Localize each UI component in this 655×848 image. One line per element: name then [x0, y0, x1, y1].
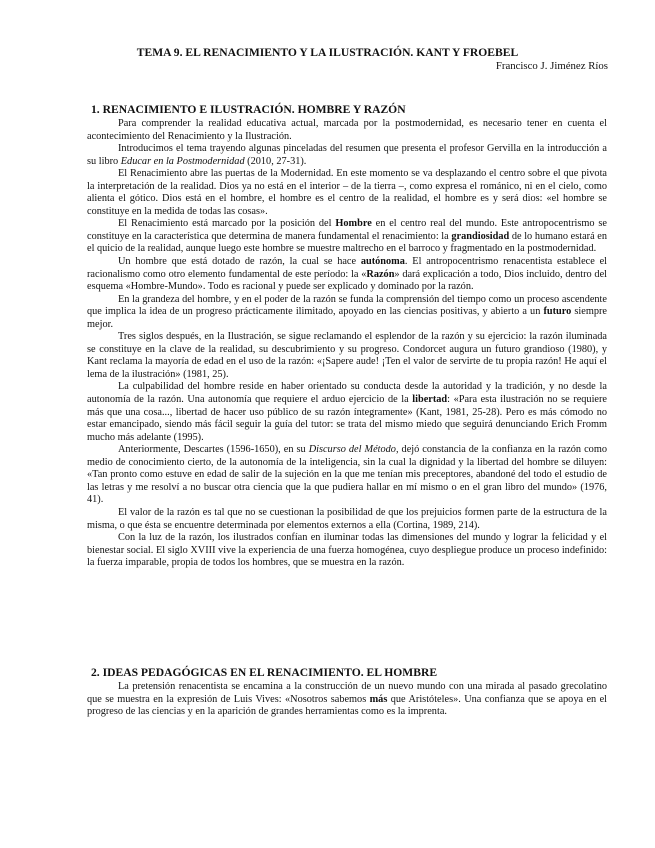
document-title: TEMA 9. EL RENACIMIENTO Y LA ILUSTRACIÓN. KANT Y FROEBEL — [136, 46, 519, 59]
text-run: (2010, 27-31). — [244, 155, 307, 167]
section-heading: 1. RENACIMIENTO E ILUSTRACIÓN. HOMBRE Y RAZÓN — [91, 103, 406, 116]
text-run: En la grandeza del hombre, y en el poder de la razón se funda la comprensión del tiempo como un proceso ascendente que implica la idea de un progreso prácticamente ilimitado, apoyado en las ciencias positivas, y abierto a un — [87, 293, 607, 318]
text-run: Anteriormente, Descartes (1596-1650), en su — [118, 444, 309, 456]
text-run: La culpabilidad del hombre reside en haber orientado su conducta desde la autoridad y la tradición, y no desde la autonomía de la razón. Una autonomía que requiere el arduo ejercicio de la — [87, 381, 607, 406]
book-title: Educar en la Postmodernidad — [120, 155, 245, 167]
paragraph: El valor de la razón es tal que no se cuestionan la posibilidad de que los prejuicios formen parte de la estructura de la misma, o que ésta se encuentre determinada por elementos externos a ella (Cortina, 1989, 214). — [87, 506, 607, 531]
paragraph — [87, 143, 607, 168]
text-run: siempre mejor. — [87, 306, 607, 330]
section-heading: 2. IDEAS PEDAGÓGICAS EN EL RENACIMIENTO. EL HOMBRE — [91, 666, 438, 679]
text-run: . El antropocentrismo renacentista establece el racionalismo como otro elemento fundamental de este período: la « — [87, 256, 608, 280]
author-name: Francisco J. Jiménez Ríos — [495, 60, 608, 72]
text-run: El Renacimiento está marcado por la posición del — [118, 218, 336, 230]
emphasis: grandiosidad — [451, 230, 510, 242]
paragraph: Tres siglos después, en la Ilustración, se sigue reclamando el esplendor de la razón y su ejercicio: la razón iluminada se constituye en la clave de la realidad, su descubrimiento y su progreso. Condorcet augura un futuro grandioso (1980), y Kant reclama la mayoría de edad en el uso de la razón: «¡Sapere aude! ¡Ten el valor de servirte de tu propia razón! He aquí el lema de la ilustración» (1981, 25). — [87, 331, 607, 380]
text-run: dejó constancia de la confianza en la razón como medio de conocimiento cierto, de la autonomía de la inteligencia, sin la cual la dignidad y la libertad del hombre se diluyen: «Tan pronto como estuve en edad de salir de la sujeción en la que me tenían mis preceptores, abandoné del todo el estudio de las letras y me resolví a no buscar otra ciencia que la que pudiera hallar en mí mismo o en el gran libro del mundo» (1976, 41). — [87, 444, 607, 506]
section-ideas-pedagogicas — [87, 666, 607, 719]
emphasis: futuro — [543, 306, 572, 318]
paragraph: El Renacimiento abre las puertas de la Modernidad. En este momento se va desplazando el centro sobre el que pivota la interpretación de la realidad. Dios ya no está en el interior – de la tierra –, como expresa el románico, ni en el cielo, como alienta el gótico. Dios está en el hombre, el hombre es el centro de la realidad, el hombre es y será dios: «el hombre se constituye en la medida de todas las cosas». — [87, 168, 607, 217]
emphasis: Razón — [366, 268, 395, 280]
paragraph — [87, 294, 607, 332]
emphasis: libertad — [412, 394, 448, 406]
paragraph — [87, 381, 607, 444]
text-run: de lo humano estará en el quicio de la realidad, aunque luego este hombre se muestre maltrecho en el barroco y fragmentado en la postmodernidad. — [87, 230, 608, 255]
emphasis: más — [369, 693, 388, 705]
emphasis: autónoma — [360, 256, 405, 268]
text-run: Introducimos el tema trayendo algunas pinceladas del resumen que presenta el profesor Gervilla en la introducción a su libro — [87, 143, 607, 167]
paragraph — [87, 218, 607, 256]
paragraph — [87, 256, 607, 294]
book-title: Discurso del Método, — [308, 444, 399, 456]
paragraph — [87, 444, 607, 507]
text-run: en el centro real del mundo. Este antropocentrismo se constituye en la característica que determina de manera fundamental el renacimiento: la — [87, 218, 607, 242]
section-renacimiento-ilustracion — [87, 103, 607, 570]
text-run: Un hombre que está dotado de razón, la cual se hace — [118, 256, 361, 268]
paragraph — [87, 681, 607, 719]
text-run: que Aristóteles». Una confianza que se apoya en el progreso de las ciencias y en la aparición de grandes herramientas como es la imprenta. — [87, 693, 607, 718]
text-run: La pretensión renacentista se encamina a la construcción de un nuevo mundo con una mirada al pasado grecolatino que se muestra en la expresión de Luis Vives: «Nosotros sabemos — [87, 681, 607, 705]
emphasis: Hombre — [335, 218, 372, 230]
text-run: : «Para esta ilustración no se requiere más que una cosa..., libertad de hacer uso público de su razón íntegramente» (Kant, 1981, 25-28). Pero es más cómodo no estar emancipado, siendo más fácil seguir la guía del tutor: se trata del mismo miedo que seguirá denunciando Erich Fromm mucho más adelante (1995). — [87, 394, 608, 443]
text-run: » dará explicación a todo, Dios incluido, dentro del esquema «Hombre-Mundo». Todo es racional y puede ser explicado y dominado por la razón. — [87, 268, 607, 293]
paragraph: Para comprender la realidad educativa actual, marcada por la postmodernidad, es necesario tener en cuenta el acontecimiento del Renacimiento y la Ilustración. — [87, 118, 607, 142]
paragraph: Con la luz de la razón, los ilustrados confían en iluminar todas las dimensiones del mundo y lograr la felicidad y el bienestar social. El siglo XVIII vive la experiencia de una fuerza homogénea, cuyo despliegue produce un proceso indefinido: la fuerza imparable, propia de todos los hombres, que se muestra en la razón. — [87, 532, 607, 569]
